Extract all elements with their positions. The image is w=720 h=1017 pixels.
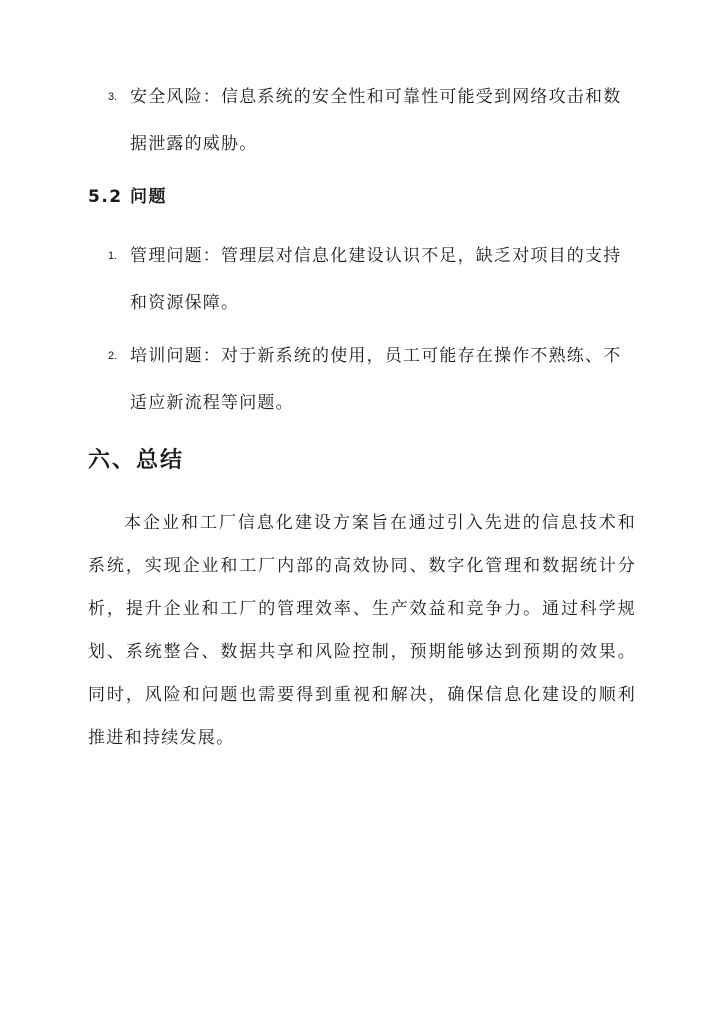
list-number: 3.	[108, 91, 118, 103]
list-item-training-issue	[108, 333, 628, 427]
list-number: 2.	[108, 350, 118, 362]
summary-paragraph: 本企业和工厂信息化建设方案旨在通过引入先进的信息技术和系统，实现企业和工厂内部的高效协同、数字化管理和数据统计分析，提升企业和工厂的管理效率、生产效益和竞争力。通过科学规划、系统整合、数据共享和风险控制，预期能够达到预期的效果。同时，风险和问题也需要得到重视和解决，确保信息化建设的顺利推进和持续发展。	[88, 513, 636, 748]
section-5-2-heading: 5.2 问题	[88, 187, 168, 207]
list-item-text: 培训问题：对于新系统的使用，员工可能存在操作不熟练、不适应新流程等问题。	[130, 346, 622, 413]
list-number: 1.	[108, 250, 118, 262]
list-item-text: 安全风险：信息系统的安全性和可靠性可能受到网络攻击和数据泄露的威胁。	[130, 87, 622, 154]
list-item-text: 管理问题：管理层对信息化建设认识不足，缺乏对项目的支持和资源保障。	[130, 246, 622, 313]
section-6-heading: 六、总结	[88, 448, 185, 473]
list-item-management-issue	[108, 233, 628, 327]
list-item-security-risk	[108, 74, 628, 168]
